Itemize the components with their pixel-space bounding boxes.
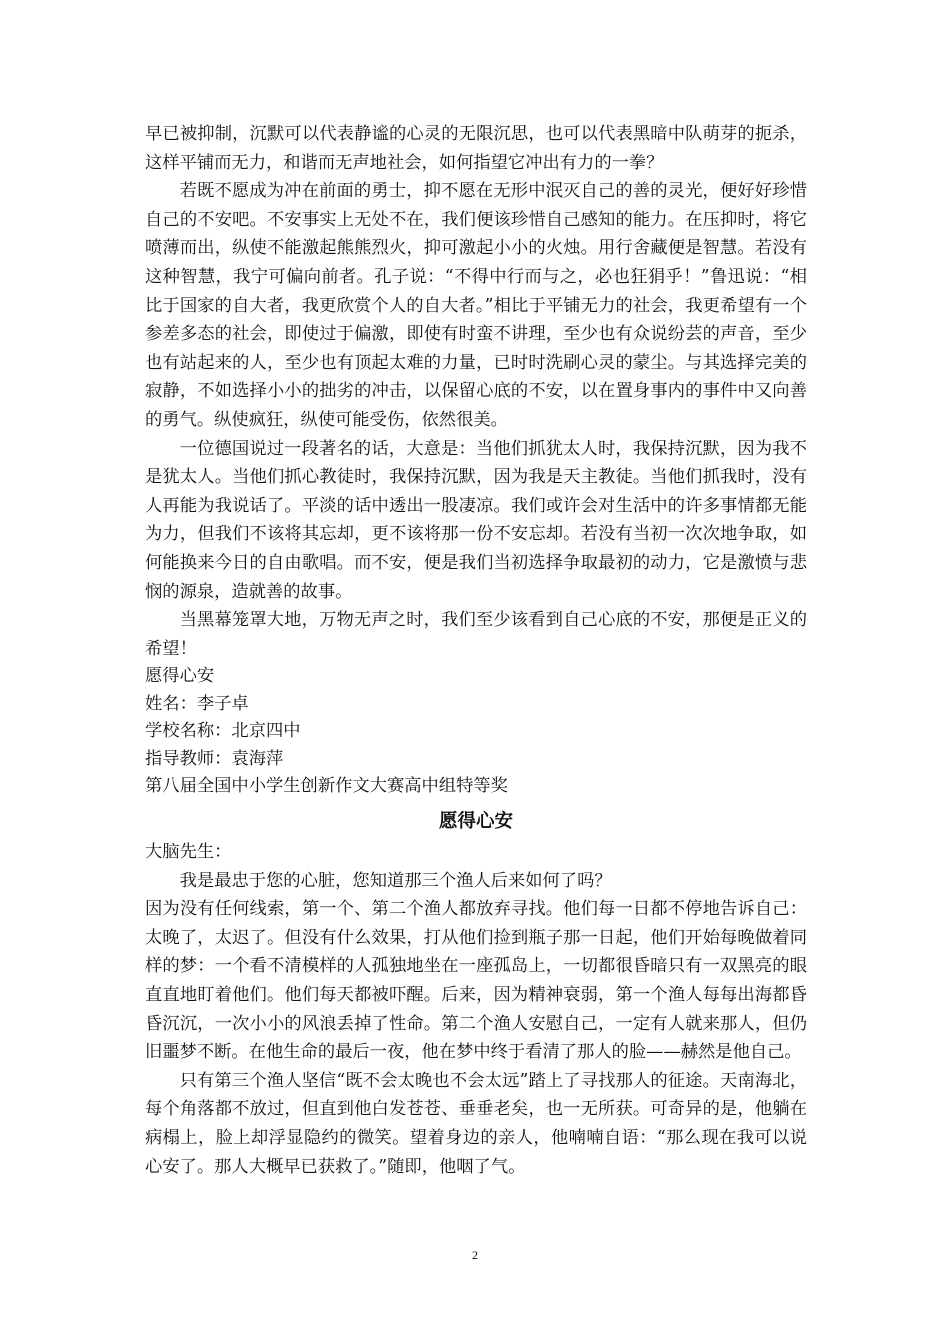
author-name: 姓名：李子卓 — [145, 693, 249, 714]
essay1-paragraph-4: 当黑幕笼罩大地，万物无声之时，我们至少该看到自己心底的不安，那便是正义的希望！ — [145, 610, 807, 659]
essay1-paragraph-2: 若既不愿成为冲在前面的勇士，抑不愿在无形中泯灭自己的善的灵光，便好好珍惜自己的不安吧。不安事实上无处不在，我们便该珍惜自己感知的能力。在压抑时，将它喷薄而出，纵使不能激起熊熊烈火，抑可激起小小的火烛。用行舍藏便是智慧。若没有这种智慧，我宁可偏向前者。孔子说：“不得中行而与之，必也狂狷乎！”鲁迅说：“相比于国家的自大者，我更欣赏个人的自大者。”相比于平铺无力的社会，我更希望有一个参差多态的社会，即使过于偏激，即使有时蛮不讲理，至少也有众说纷芸的声音，至少也有站起来的人，至少也有顶起太难的力量，已时时洗刷心灵的蒙尘。与其选择完美的寂静，不如选择小小的拙劣的冲击，以保留心底的不安，以在置身事内的事件中又向善的勇气。纵使疯狂，纵使可能受伤，依然很美。 — [145, 181, 807, 430]
teacher-name: 指导教师：袁海萍 — [145, 748, 284, 769]
essay2-salutation: 大脑先生： — [145, 842, 232, 862]
page-number: 2 — [472, 1248, 478, 1262]
essay2-metadata — [145, 663, 807, 801]
essay1-body — [145, 120, 807, 663]
essay1-paragraph-3: 一位德国说过一段著名的话，大意是：当他们抓犹太人时，我保持沉默，因为我不是犹太人。当他们抓心教徒时，我保持沉默，因为我是天主教徒。当他们抓我时，没有人再能为我说话了。平淡的话中透出一股凄凉。我们或许会对生活中的许多事情都无能为力，但我们不该将其忘却，更不该将那一份不安忘却。若没有当初一次次地争取，如何能换来今日的自由歌唱。而不安，便是我们当初选择争取最初的动力，它是激愤与悲悯的源泉，造就善的故事。 — [145, 438, 807, 602]
school-name: 学校名称：北京四中 — [145, 721, 301, 741]
essay2-paragraph-3: 只有第三个渔人坚信“既不会太晚也不会太远”踏上了寻找那人的征途。天南海北，每个角落都不放过，但直到他白发苍苍、垂垂老矣，也一无所获。可奇异的是，他躺在病榻上，脸上却浮显隐约的微笑。望着身边的亲人，他喃喃自语：“那么现在我可以说心安了。那人大概早已获救了。”随即，他咽了气。 — [145, 1070, 807, 1177]
essay2-heading: 愿得心安 — [438, 811, 513, 832]
essay2-paragraph-2: 因为没有任何线索，第一个、第二个渔人都放弃寻找。他们每一日都不停地告诉自己：太晚了，太迟了。但没有什么效果，打从他们捡到瓶子那一日起，他们开始每晚做着同样的梦：一个看不清模样的人孤独地坐在一座孤岛上，一切都很昏暗只有一双黑亮的眼直直地盯着他们。他们每天都被吓醒。后来，因为精神衰弱，第一个渔人每每出海都昏昏沉沉，一次小小的风浪丢掉了性命。第二个渔人安慰自己，一定有人就来那人，但仍旧噩梦不断。在他生命的最后一夜，他在梦中终于看清了那人的脸——赫然是他自己。 — [145, 899, 807, 1063]
essay2-body — [145, 838, 807, 1181]
essay2-paragraph-1: 我是最忠于您的心脏，您知道那三个渔人后来如何了吗？ — [179, 870, 612, 891]
essay2-title-line: 愿得心安 — [145, 666, 215, 686]
award-line: 第八届全国中小学生创新作文大赛高中组特等奖 — [145, 776, 508, 796]
essay1-paragraph-1: 早已被抑制，沉默可以代表静谧的心灵的无限沉思，也可以代表黑暗中队萌芽的扼杀，这样平铺而无力，和谐而无声地社会，如何指望它冲出有力的一拳？ — [145, 124, 807, 173]
